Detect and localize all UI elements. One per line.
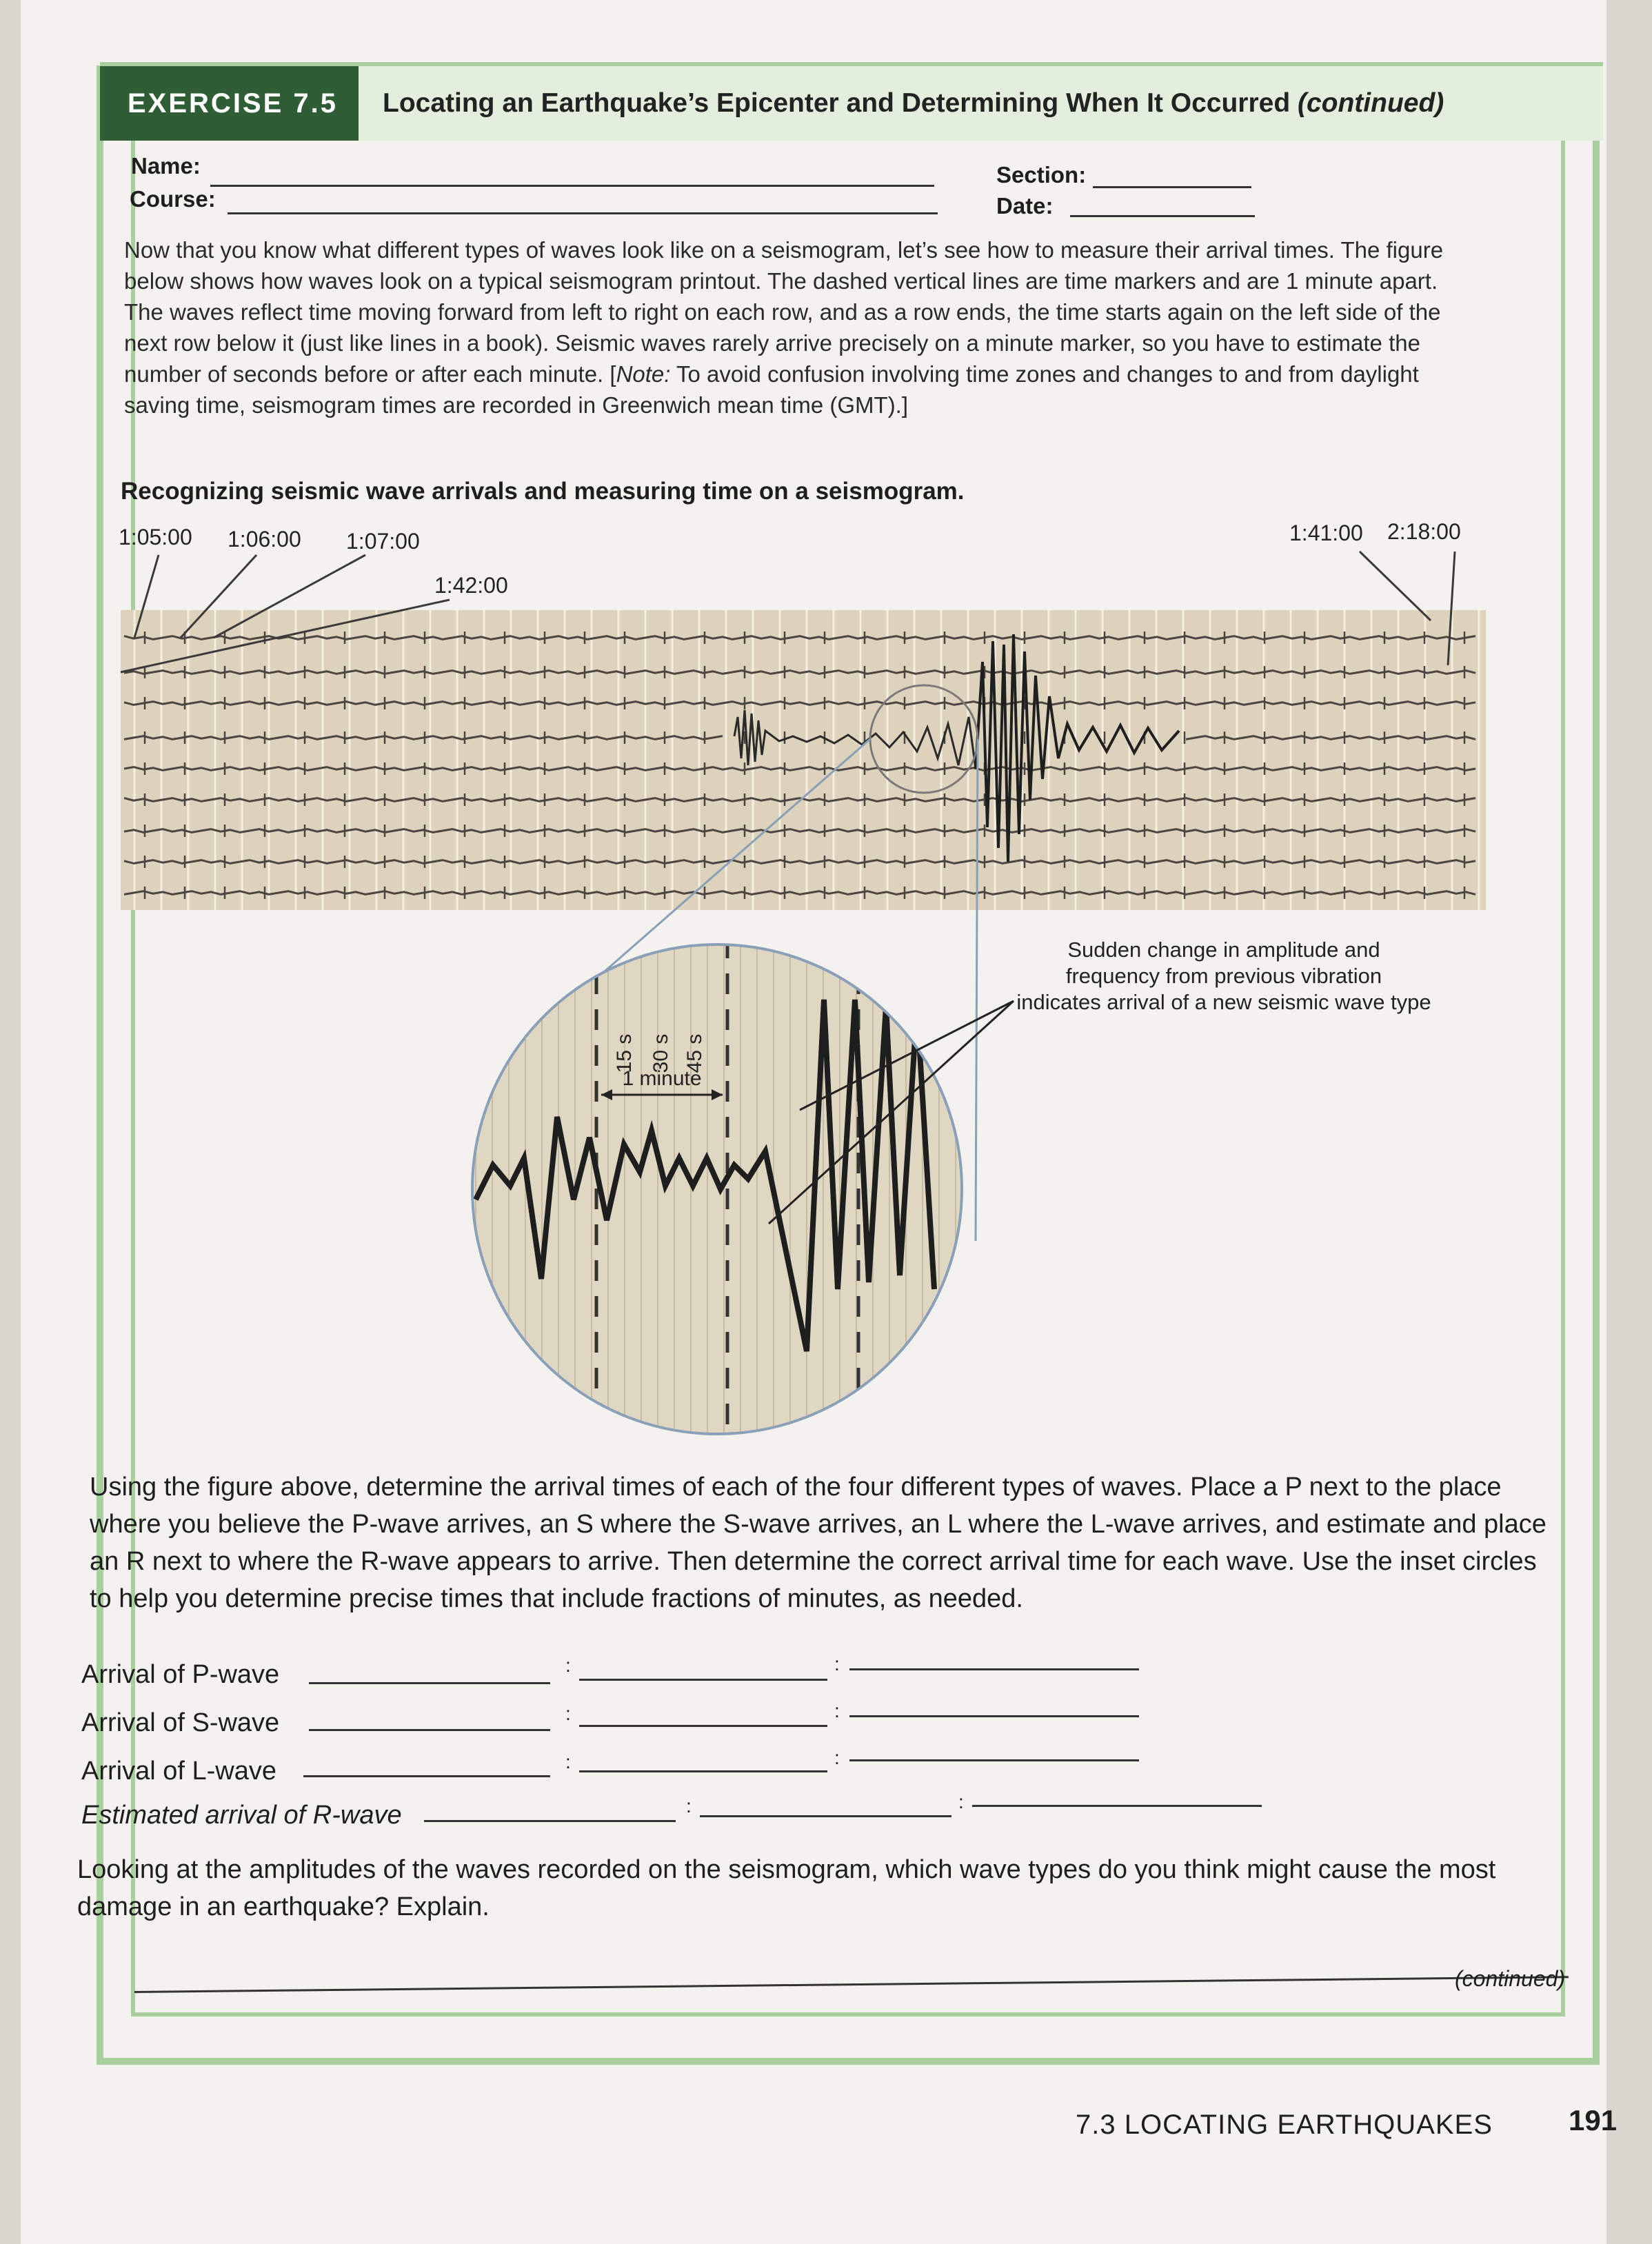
s-wave-hours-field[interactable] (309, 1729, 550, 1731)
p-wave-hours-field[interactable] (309, 1682, 550, 1684)
name-label: Name: (131, 153, 201, 179)
s-wave-sep-1: : (565, 1703, 571, 1724)
p-wave-sep-1: : (565, 1655, 571, 1676)
answer-row-p (81, 1660, 279, 1690)
inset-label-15s: 15 s (613, 1033, 636, 1073)
inset-label-45s: 45 s (683, 1033, 706, 1073)
question-arrival-times: Using the figure above, determine the arrival times of each of the four different types of waves. Place a P next to the place where you believe the P-wave arrives, an S where the S-wave arrives, an L where the L-wave arrives, and estimate and place an R next to where the R-wave appears to arrive. Then determine the correct arrival time for each wave. Use the inset circles to help you determine precise times that include fractions of minutes, as needed. (90, 1473, 1547, 1613)
exercise-title-suffix: (continued) (1297, 88, 1444, 118)
p-wave-label: Arrival of P-wave (81, 1660, 280, 1689)
answer-row-r (81, 1801, 402, 1830)
r-wave-seconds-field[interactable] (972, 1805, 1262, 1807)
exercise-label: EXERCISE 7.5 (100, 66, 359, 141)
p-wave-minutes-field[interactable] (579, 1679, 827, 1681)
intro-note-label: Note: (616, 361, 671, 387)
l-wave-hours-field[interactable] (303, 1775, 550, 1777)
p-wave-sep-2: : (834, 1653, 840, 1675)
intro-note-text: To avoid confusion involving time zones and changes to and from daylight saving time, seismogram times are recorded in Greenwich mean time (GMT).] (124, 361, 1419, 418)
callout-text-line-2: frequency from previous vibration (1065, 964, 1382, 988)
seismogram-strip (121, 610, 1486, 910)
question-damage: Looking at the amplitudes of the waves recorded on the seismogram, which wave types do you think might cause the most damage in an earthquake? Explain. (77, 1855, 1496, 1921)
time-label-1-05: 1:05:00 (119, 525, 192, 549)
time-label-1-41: 1:41:00 (1289, 520, 1363, 545)
time-label-1-42: 1:42:00 (434, 573, 508, 598)
footer-section-title: 7.3 LOCATING EARTHQUAKES (1076, 2110, 1493, 2140)
intro-text: Now that you know what different types of waves look like on a seismogram, let’s see how to measure their arrival times. The figure below shows how waves look on a typical seismogram printout. The dashed vertical lines are time markers and are 1 minute apart. The waves reflect time moving forward from left to right on each row, and as a row ends, the time starts again on the left side of the next row below it (just like lines in a book). Seismic waves rarely arrive precisely on a minute marker, so you have to estimate the number of seconds before or after each minute. [ (124, 237, 1444, 387)
page-number: 191 (1569, 2104, 1618, 2136)
inset-minute-label: 1 minute (622, 1067, 702, 1090)
answer-row-s (81, 1708, 279, 1738)
time-label-1-06: 1:06:00 (228, 527, 301, 552)
answer-row-l (81, 1757, 276, 1786)
r-wave-label: Estimated arrival of R-wave (81, 1801, 402, 1830)
callout-text-line-3: indicates arrival of a new seismic wave type (1016, 990, 1431, 1014)
time-label-2-18: 2:18:00 (1387, 519, 1461, 544)
exercise-title-text: Locating an Earthquake’s Epicenter and Determining When It Occurred (383, 88, 1291, 118)
r-wave-sep-1: : (686, 1795, 692, 1817)
r-wave-sep-2: : (958, 1791, 964, 1812)
s-wave-seconds-field[interactable] (849, 1715, 1139, 1717)
l-wave-minutes-field[interactable] (579, 1770, 827, 1772)
l-wave-sep-2: : (834, 1747, 840, 1768)
r-wave-hours-field[interactable] (424, 1820, 676, 1822)
continued-label: (continued) (1455, 1966, 1566, 1991)
r-wave-minutes-field[interactable] (700, 1815, 951, 1817)
s-wave-sep-2: : (834, 1700, 840, 1721)
figure-title: Recognizing seismic wave arrivals and measuring time on a seismogram. (121, 478, 965, 505)
inset-label-30s: 30 s (649, 1033, 672, 1073)
p-wave-seconds-field[interactable] (849, 1668, 1139, 1670)
l-wave-label: Arrival of L-wave (81, 1757, 276, 1786)
s-wave-label: Arrival of S-wave (81, 1708, 280, 1737)
l-wave-sep-1: : (565, 1751, 571, 1772)
course-label: Course: (130, 186, 216, 212)
callout-text-line-1: Sudden change in amplitude and (1067, 938, 1380, 962)
s-wave-minutes-field[interactable] (579, 1725, 827, 1727)
time-label-1-07: 1:07:00 (346, 529, 420, 554)
date-label: Date: (996, 193, 1054, 219)
l-wave-seconds-field[interactable] (849, 1759, 1139, 1761)
section-label: Section: (996, 162, 1087, 188)
